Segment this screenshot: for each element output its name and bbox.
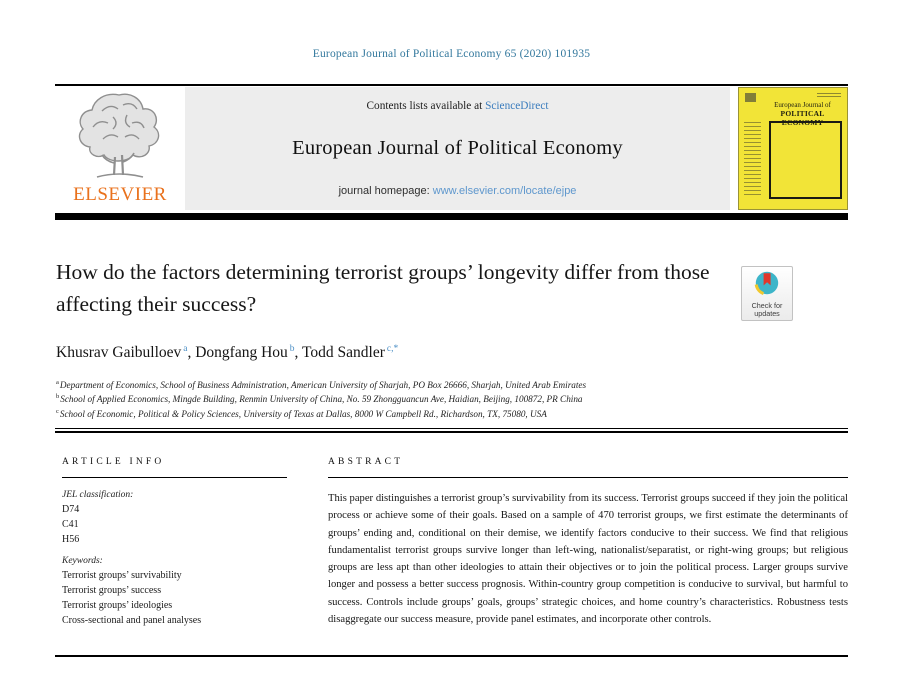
affiliation-mark: a [56,379,59,386]
abstract-heading: ABSTRACT [328,457,404,467]
affiliation-mark: c [56,407,59,415]
homepage-link[interactable]: www.elsevier.com/locate/ejpe [432,185,577,197]
jel-code: C41 [62,519,79,530]
contents-prefix: Contents lists available at [366,100,486,112]
abstract-rule [328,477,848,478]
journal-banner [185,87,730,210]
jel-code: H56 [62,534,80,545]
affiliation [56,406,849,420]
elsevier-wordmark: ELSEVIER [73,184,167,205]
contents-line [367,100,549,112]
cover-frame [769,121,842,199]
masthead [55,87,848,210]
jel-label: JEL classification: [62,490,134,500]
keywords-label: Keywords: [62,556,103,566]
cover-logo-mark [745,93,756,102]
author-separator: , [294,344,303,362]
sciencedirect-link[interactable]: ScienceDirect [485,100,549,112]
affiliation-text: School of Applied Economics, Mingde Building, Renmin University of China, No. 59 Zhongguancun Ave, Haidian, Beijing, 100872, PR China [60,394,583,405]
separator-bar [55,213,848,220]
journal-title: European Journal of Political Economy [292,137,623,159]
keyword: Cross-sectional and panel analyses [62,615,202,626]
info-abstract-section [62,457,848,628]
author-affiliation-mark: b [289,344,295,354]
author-separator: , [187,344,196,362]
cover-title-line1: European Journal of [774,101,831,109]
author-affiliation-mark: c,* [386,344,399,354]
author-list [56,344,398,362]
affiliation-text: Department of Economics, School of Business Administration, American University of Sharjah, PO Box 26666, Sharjah, United Arab Emirates [59,380,587,391]
section-divider [55,428,848,433]
crossmark-icon [754,270,780,296]
cover-title-line2: POLITICAL ECONOMY [780,109,825,127]
article-title: How do the factors determining terrorist groups’ longevity differ from those affecting their success? [56,260,710,316]
homepage-line [339,185,577,197]
journal-cover-thumbnail[interactable] [738,87,848,210]
top-rule [55,84,848,86]
elsevier-tree-icon [69,89,169,179]
affiliation-list [56,377,849,420]
check-for-updates-badge[interactable] [741,266,793,321]
abstract-text: This paper distinguishes a terrorist group’s survivability from its success. Terrorist groups succeed if they join the political process or achieve some of their goals. Based on a sample of 470 terrorist groups, we first estimate the determinants of groups’ ending and, conditional on their demise, we identify factors conducive to their success. We find that religious fundamentalist terrorist groups survive longer than left-wing, nationalist/separatist, or right-wing groups; but religious groups are less apt than other ideologies to attain their objectives or to join the political process. Larger groups survive longer and possess a better success prognosis. Within-country group competition is conducive to survival, but harmful to success. Controls include groups’ goals, groups’ strategic choices, and home country’s characteristics. Robustness tests disaggregate our success measure, provide panel estimates, and incorporate other controls. [328,493,848,626]
keyword: Terrorist groups’ success [62,585,162,596]
keyword: Terrorist groups’ survivability [62,570,182,581]
abstract-column [328,457,848,628]
jel-code: D74 [62,504,80,515]
article-info-rule [62,477,287,478]
author-name: Dongfang Hou [195,344,288,362]
affiliation [56,391,849,405]
affiliation-text: School of Economic, Political & Policy Sciences, University of Texas at Dallas, 8000 W Campbell Rd., Richardson, TX, 75080, USA [59,409,547,419]
bottom-rule [55,655,848,657]
cover-issn-lines [817,93,841,98]
journal-citation-link[interactable]: European Journal of Political Economy 65 (2020) 101935 [312,48,591,60]
check-for-updates-label: Check for updates [751,301,783,318]
author-name: Todd Sandler [302,344,385,362]
keyword: Terrorist groups’ ideologies [62,600,173,611]
article-info-column [62,457,292,628]
affiliation-mark: b [56,393,60,401]
author-name: Khusrav Gaibulloev [56,344,182,362]
elsevier-logo [55,87,185,210]
author-affiliation-mark: a [183,344,188,354]
cover-side-text-lines [744,122,761,197]
homepage-prefix: journal homepage: [338,185,433,197]
affiliation [56,377,849,391]
article-info-heading: ARTICLE INFO [62,457,165,467]
